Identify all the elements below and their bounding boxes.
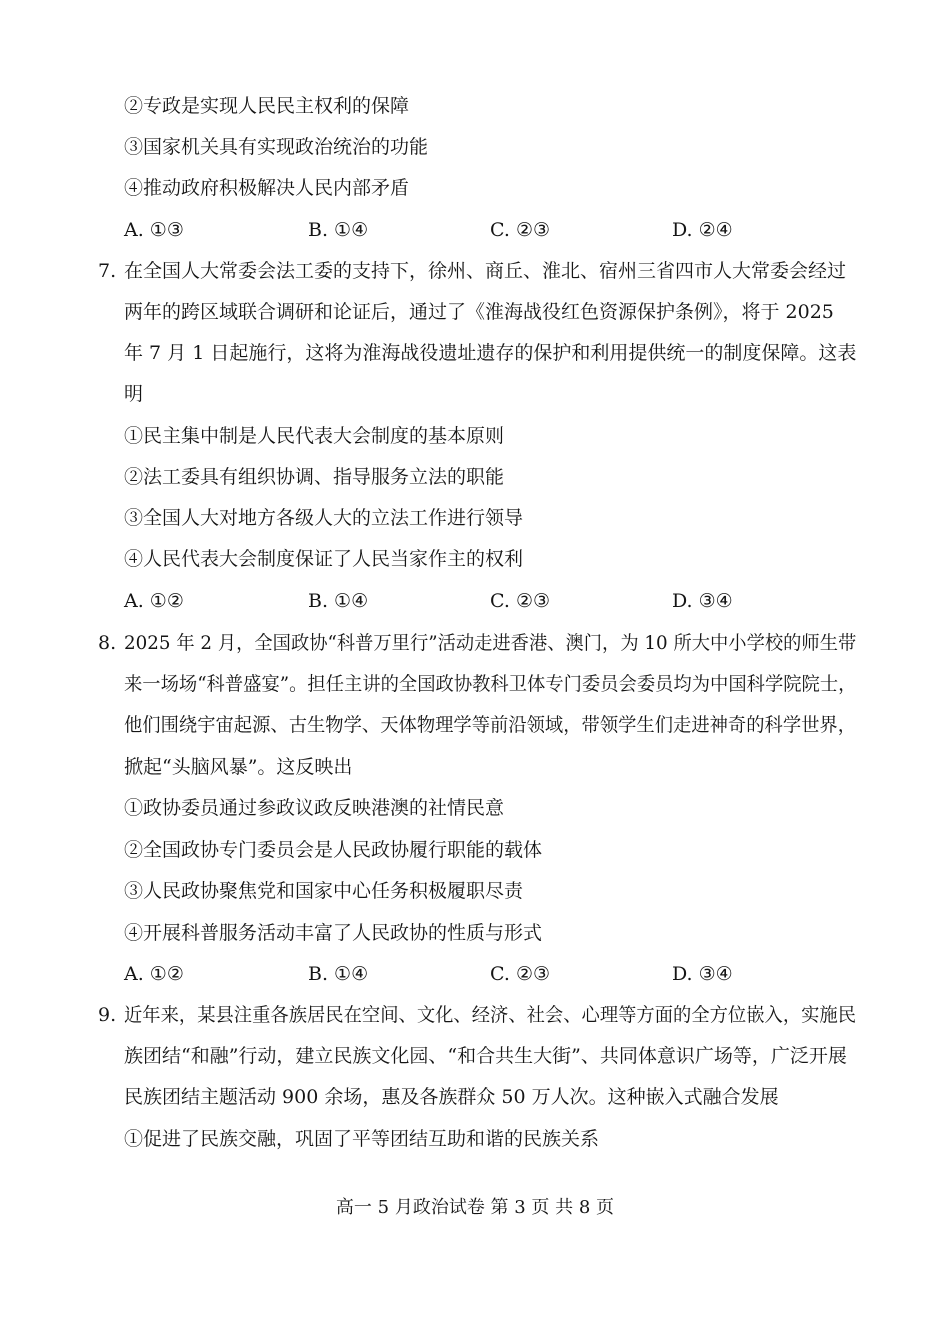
q7-number: 7. [98,260,117,282]
q7-option-d: D. ③④ [672,590,733,612]
q9-number: 9. [98,1004,117,1026]
q8-stem-line-4: 掀起“头脑风暴”。这反映出 [124,756,353,778]
q6-item-2: ②专政是实现人民民主权利的保障 [124,95,410,117]
q6-item-4: ④推动政府积极解决人民内部矛盾 [124,177,410,199]
q8-item-3: ③人民政协聚焦党和国家中心任务积极履职尽责 [124,880,524,902]
q9-stem-line-1: 近年来，某县注重各族居民在空间、文化、经济、社会、心理等方面的全方位嵌入，实施民 [124,1004,857,1026]
q8-number: 8. [98,632,117,654]
q7-item-2: ②法工委具有组织协调、指导服务立法的职能 [124,466,505,488]
q8-stem-line-1: 2025 年 2 月，全国政协“科普万里行”活动走进香港、澳门，为 10 所大中小学校的师生带 [124,632,857,654]
q7-options [124,589,824,613]
q8-stem-line-2: 来一场场“科普盛宴”。担任主讲的全国政协教科卫体专门委员会委员均为中国科学院院士， [124,673,857,695]
q8-item-2: ②全国政协专门委员会是人民政协履行职能的载体 [124,839,543,861]
q7-option-a: A. ①② [124,590,184,612]
q8-option-d: D. ③④ [672,963,733,985]
q8-options [124,962,824,986]
q6-option-a: A. ①③ [124,219,184,241]
q7-option-c: C. ②③ [490,590,551,612]
q8-option-a: A. ①② [124,963,184,985]
q9-stem-line-3: 民族团结主题活动 900 余场，惠及各族群众 50 万人次。这种嵌入式融合发展 [124,1086,779,1108]
q7-stem-line-2: 两年的跨区域联合调研和论证后，通过了《淮海战役红色资源保护条例》，将于 2025 [124,301,834,323]
q9-item-1: ①促进了民族交融，巩固了平等团结互助和谐的民族关系 [124,1128,600,1150]
q7-item-4: ④人民代表大会制度保证了人民当家作主的权利 [124,548,524,570]
q6-options [124,218,824,242]
q8-option-b: B. ①④ [308,963,369,985]
q6-option-d: D. ②④ [672,219,733,241]
q7-item-1: ①民主集中制是人民代表大会制度的基本原则 [124,425,505,447]
q9-stem-line-2: 族团结“和融”行动，建立民族文化园、“和合共生大街”、共同体意识广场等，广泛开展 [124,1045,847,1067]
q7-stem-line-3: 年 7 月 1 日起施行，这将为淮海战役遗址遗存的保护和利用提供统一的制度保障。这表 [124,342,857,364]
page-footer: 高一 5 月政治试卷 第 3 页 共 8 页 [335,1197,615,1218]
q8-item-1: ①政协委员通过参政议政反映港澳的社情民意 [124,797,505,819]
q6-option-c: C. ②③ [490,219,551,241]
q7-option-b: B. ①④ [308,590,369,612]
q8-option-c: C. ②③ [490,963,551,985]
q7-stem-line-4: 明 [124,383,144,405]
q8-stem-line-3: 他们围绕宇宙起源、古生物学、天体物理学等前沿领域，带领学生们走进神奇的科学世界， [124,714,857,736]
q6-option-b: B. ①④ [308,219,369,241]
q7-stem-line-1: 在全国人大常委会法工委的支持下，徐州、商丘、淮北、宿州三省四市人大常委会经过 [124,260,847,282]
q8-item-4: ④开展科普服务活动丰富了人民政协的性质与形式 [124,922,543,944]
q6-item-3: ③国家机关具有实现政治统治的功能 [124,136,429,158]
q7-item-3: ③全国人大对地方各级人大的立法工作进行领导 [124,507,524,529]
